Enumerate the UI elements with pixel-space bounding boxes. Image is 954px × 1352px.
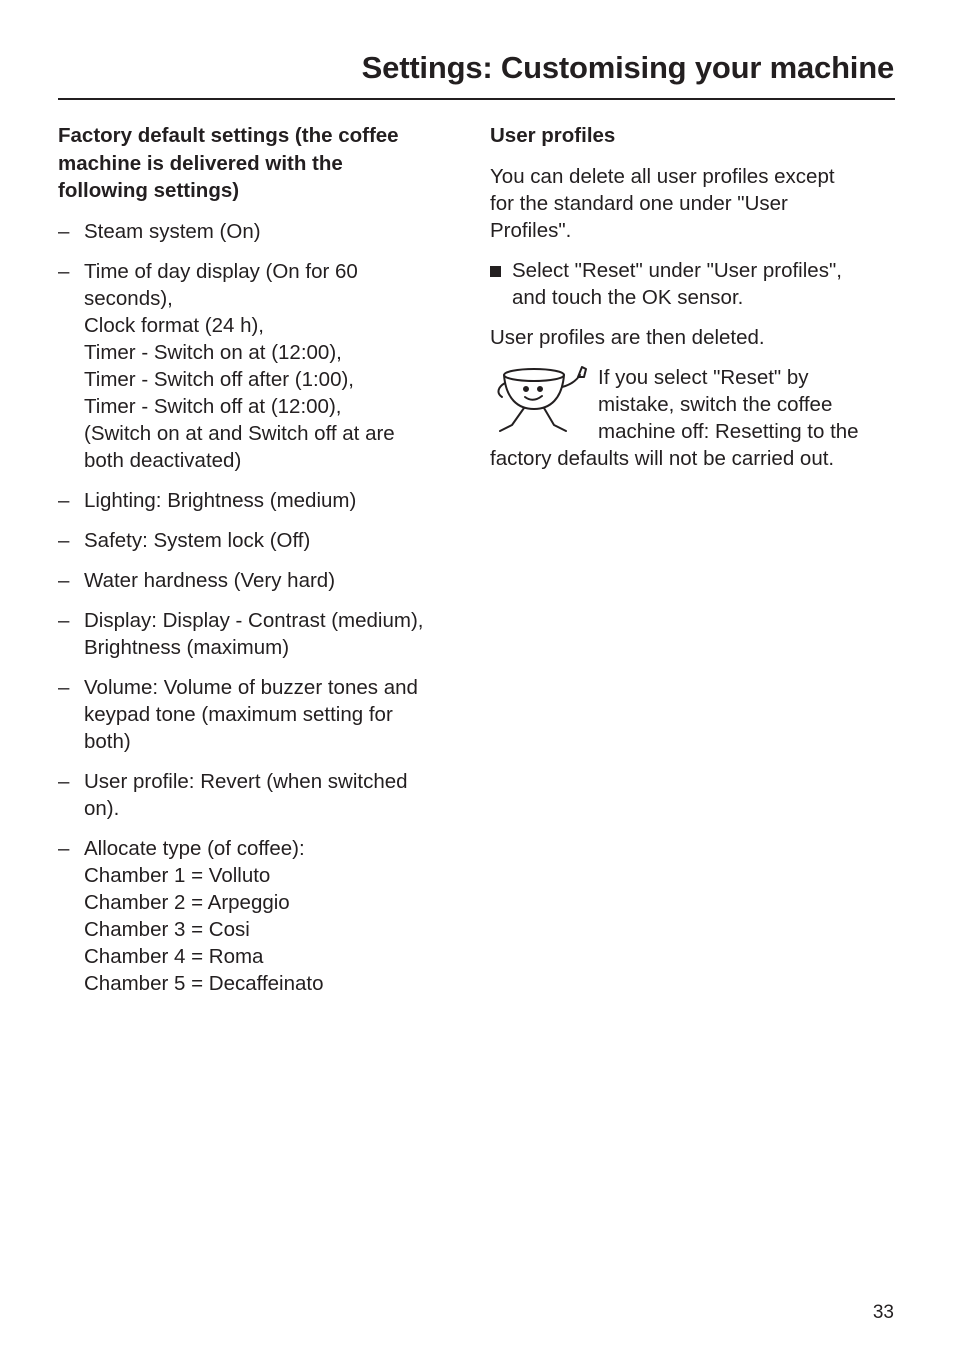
factory-defaults-column xyxy=(58,122,468,1010)
user-profiles-intro xyxy=(490,163,900,244)
dash-bullet: – xyxy=(58,219,70,243)
page-number: 33 xyxy=(872,1302,894,1323)
tip-line: If you select "Reset" by xyxy=(598,365,809,389)
setting-line: Display: Display - Contrast (medium), xyxy=(84,608,424,632)
tip-line: machine off: Resetting to the xyxy=(598,419,859,443)
dash-bullet: – xyxy=(58,568,70,592)
intro-line: for the standard one under "User xyxy=(490,191,788,215)
setting-line: both deactivated) xyxy=(84,448,242,472)
dash-bullet: – xyxy=(58,836,70,860)
dash-bullet: – xyxy=(58,259,70,283)
step-line: Select "Reset" under "User profiles", xyxy=(512,258,842,282)
setting-line: keypad tone (maximum setting for xyxy=(84,702,393,726)
setting-line: Steam system (On) xyxy=(84,219,261,243)
default-setting-item xyxy=(58,487,468,514)
setting-line: on). xyxy=(84,796,120,820)
dash-bullet: – xyxy=(58,528,70,552)
setting-line: Allocate type (of coffee): xyxy=(84,836,305,860)
default-setting-item xyxy=(58,674,468,755)
default-setting-item xyxy=(58,768,468,822)
setting-line: Time of day display (On for 60 xyxy=(84,259,358,283)
default-setting-item xyxy=(58,527,468,554)
step-line: and touch the OK sensor. xyxy=(512,285,744,309)
reset-result: User profiles are then deleted. xyxy=(490,325,765,349)
default-setting-item xyxy=(58,607,468,661)
reset-step xyxy=(490,257,900,311)
setting-line: Volume: Volume of buzzer tones and xyxy=(84,675,418,699)
square-bullet-icon xyxy=(490,266,501,277)
setting-line: Lighting: Brightness (medium) xyxy=(84,488,357,512)
setting-line: Timer - Switch off at (12:00), xyxy=(84,394,342,418)
heading-line: following settings) xyxy=(58,179,240,202)
intro-line: Profiles". xyxy=(490,218,572,242)
setting-line: Brightness (maximum) xyxy=(84,635,290,659)
tip-line: mistake, switch the coffee xyxy=(598,392,833,416)
setting-line: Chamber 3 = Cosi xyxy=(84,917,250,941)
setting-line: Clock format (24 h), xyxy=(84,313,264,337)
setting-line: seconds), xyxy=(84,286,173,310)
setting-line: User profile: Revert (when switched xyxy=(84,769,408,793)
dash-bullet: – xyxy=(58,488,70,512)
default-setting-item xyxy=(58,567,468,594)
default-setting-item xyxy=(58,218,468,245)
heading-line: Factory default settings (the coffee xyxy=(58,124,399,147)
page-title: Settings: Customising your machine xyxy=(361,50,894,85)
intro-line: You can delete all user profiles except xyxy=(490,164,835,188)
user-profiles-column xyxy=(490,122,900,472)
user-profiles-heading: User profiles xyxy=(490,124,616,147)
tip-line: factory defaults will not be carried out. xyxy=(490,446,835,470)
dash-bullet: – xyxy=(58,769,70,793)
dash-bullet: – xyxy=(58,675,70,699)
title-rule xyxy=(58,98,895,100)
setting-line: Chamber 4 = Roma xyxy=(84,944,264,968)
factory-defaults-list xyxy=(58,218,468,997)
setting-line: Water hardness (Very hard) xyxy=(84,568,336,592)
setting-line: Chamber 2 = Arpeggio xyxy=(84,890,290,914)
heading-line: machine is delivered with the xyxy=(58,151,343,175)
setting-line: Timer - Switch on at (12:00), xyxy=(84,340,342,364)
dash-bullet: – xyxy=(58,608,70,632)
setting-line: (Switch on at and Switch off at are xyxy=(84,421,395,445)
default-setting-item xyxy=(58,258,468,474)
setting-line: Timer - Switch off after (1:00), xyxy=(84,367,354,391)
setting-line: Chamber 1 = Volluto xyxy=(84,863,271,887)
default-setting-item xyxy=(58,835,468,997)
tip-note xyxy=(490,364,900,472)
factory-defaults-heading xyxy=(58,122,468,205)
coffee-cup-mascot-icon xyxy=(490,361,598,435)
setting-line: both) xyxy=(84,729,131,753)
setting-line: Safety: System lock (Off) xyxy=(84,528,311,552)
setting-line: Chamber 5 = Decaffeinato xyxy=(84,971,324,995)
